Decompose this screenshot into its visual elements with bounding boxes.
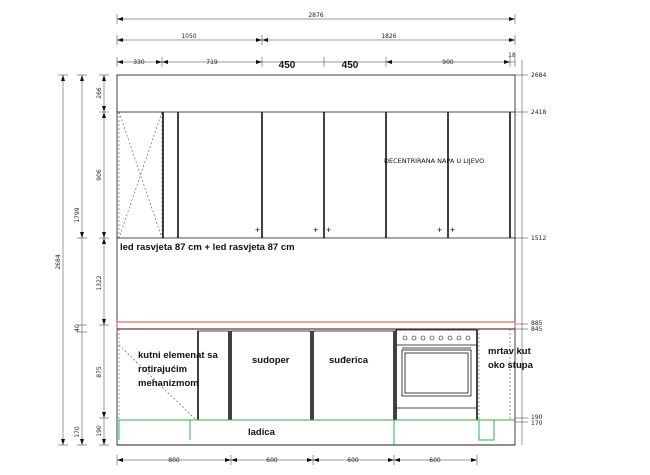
- oven-knob-2: [412, 336, 416, 340]
- dim-seg-base: 875: [96, 366, 103, 378]
- dim-seg-4: 450: [341, 60, 359, 71]
- dishwasher-label: suđerica: [329, 355, 369, 366]
- handle-plus-3: +: [326, 225, 332, 235]
- handle-plus-5: +: [450, 225, 456, 235]
- level-2684: 2684: [531, 72, 547, 79]
- corner-unit-label-2: rotirajućim: [138, 364, 188, 375]
- level-2418: 2418: [531, 109, 547, 116]
- oven-knob-6: [448, 336, 452, 340]
- dim-seg-5: 900: [442, 59, 454, 66]
- oven-knob-5: [439, 336, 443, 340]
- dim-lower-total: 1322: [96, 275, 103, 291]
- dim-upper-total: 1799: [74, 207, 81, 223]
- oven-knob-1: [403, 336, 407, 340]
- dim-bottom-2: 600: [266, 457, 278, 464]
- oven-knob-3: [421, 336, 425, 340]
- oven-knob-7: [457, 336, 461, 340]
- dim-full-height: 2684: [55, 254, 62, 270]
- dim-left-span: 1050: [181, 33, 197, 40]
- dead-corner-label-1: mrtav kut: [488, 346, 531, 357]
- top-dimension-total: [117, 12, 515, 24]
- level-1512: 1512: [531, 235, 547, 242]
- handle-plus-1: +: [255, 225, 261, 235]
- level-885: 885: [531, 320, 543, 327]
- right-level-markers: [515, 60, 546, 445]
- oven-unit: [396, 330, 477, 420]
- dim-right-marker: 18: [508, 52, 516, 59]
- dead-corner-label-2: oko stupa: [488, 360, 533, 371]
- corner-unit-label-1: kutni elemenat sa: [138, 350, 218, 361]
- level-190: 190: [531, 414, 543, 421]
- left-dimension-mid: [74, 75, 87, 445]
- dim-counter-thickness: 40: [74, 324, 81, 332]
- oven-knob-4: [430, 336, 434, 340]
- corner-unit-door: [198, 331, 229, 420]
- top-dimension-segments: [117, 52, 516, 71]
- plinth: [117, 420, 515, 445]
- level-170: 170: [531, 420, 543, 427]
- room-frame: [117, 75, 515, 445]
- dim-seg-3: 450: [278, 60, 296, 71]
- dim-seg-1: 330: [133, 59, 145, 66]
- countertop: [117, 322, 515, 329]
- dim-seg-2: 719: [206, 59, 218, 66]
- dim-right-span: 1826: [381, 33, 397, 40]
- led-label: led rasvjeta 87 cm + led rasvjeta 87 cm: [120, 242, 295, 253]
- handle-plus-2: +: [313, 225, 319, 235]
- oven-knob-8: [466, 336, 470, 340]
- dim-bottom-4: 600: [429, 457, 441, 464]
- dim-seg-top: 266: [96, 87, 103, 99]
- sink-label: sudoper: [252, 355, 290, 366]
- dishwasher-unit: [313, 331, 394, 420]
- sink-unit: [231, 331, 311, 420]
- level-845: 845: [531, 326, 543, 333]
- dim-seg-upper: 906: [96, 169, 103, 181]
- top-dimension-spans: [117, 33, 515, 45]
- corner-unit-label-3: mehanizmom: [138, 378, 199, 389]
- left-dimension-outer: [55, 75, 68, 445]
- hood-label: DECENTRIRANA NAPA U LIJEVO: [384, 157, 485, 165]
- dim-seg-plinth: 190: [96, 425, 103, 437]
- drawer-label: ladica: [248, 427, 275, 438]
- dim-bottom-170: 170: [74, 426, 81, 438]
- left-dimension-inner: [96, 75, 109, 445]
- bottom-dimension-line: [117, 455, 477, 465]
- upper-cabinets: [117, 112, 515, 238]
- dim-bottom-3: 600: [347, 457, 359, 464]
- handle-plus-4: +: [437, 225, 443, 235]
- dim-bottom-1: 800: [168, 457, 180, 464]
- dim-total-width: 2876: [308, 12, 324, 19]
